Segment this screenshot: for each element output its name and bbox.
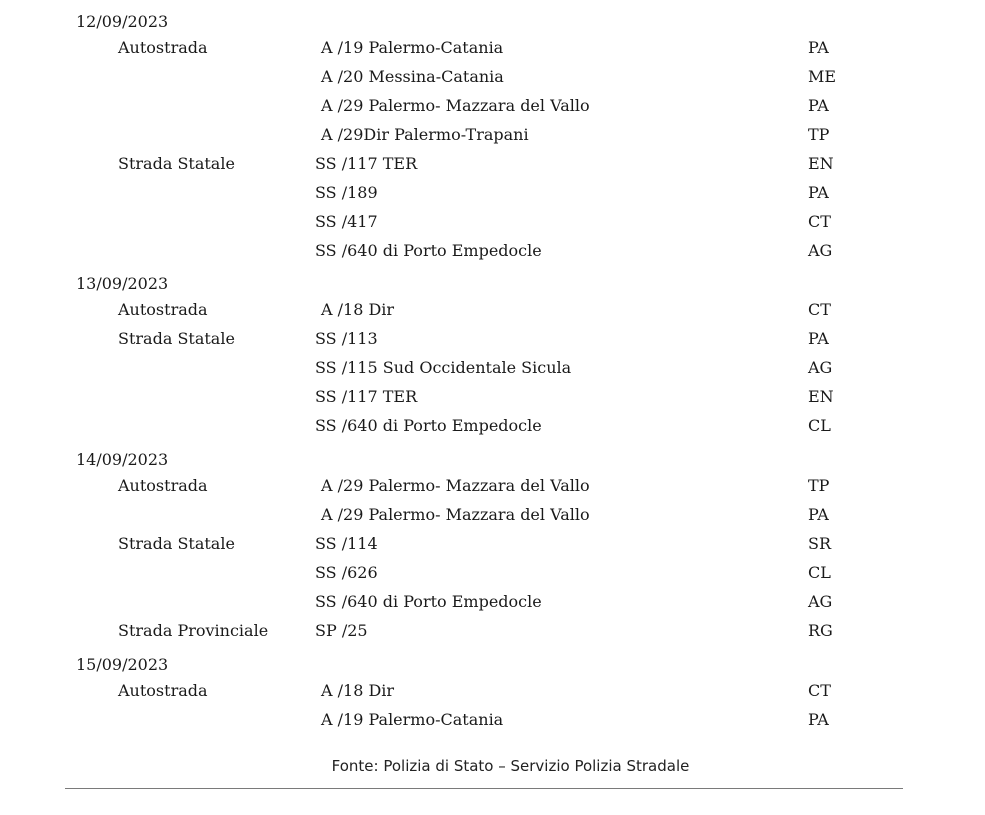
- road-name: SP /25: [315, 621, 368, 640]
- road-row: [0, 324, 985, 353]
- road-category-group: [0, 529, 985, 616]
- road-name: SS /115 Sud Occidentale Sicula: [315, 358, 572, 377]
- province-code: CL: [808, 563, 831, 582]
- road-name: SS /117 TER: [315, 387, 418, 406]
- road-category: Strada Statale: [118, 534, 235, 553]
- province-code: CT: [808, 212, 831, 231]
- road-name: A /29Dir Palermo-Trapani: [321, 125, 529, 144]
- road-category: Strada Statale: [118, 154, 235, 173]
- road-category: Strada Provinciale: [118, 621, 269, 640]
- road-name: SS /640 di Porto Empedocle: [315, 416, 542, 435]
- road-name: A /20 Messina-Catania: [321, 67, 504, 86]
- province-code: AG: [808, 241, 833, 260]
- date-text: 13/09/2023: [76, 274, 169, 293]
- road-name: A /18 Dir: [321, 300, 395, 319]
- road-name: SS /189: [315, 183, 378, 202]
- road-category: Autostrada: [118, 476, 208, 495]
- province-code: TP: [808, 476, 830, 495]
- province-code: AG: [808, 358, 833, 377]
- province-code: CL: [808, 416, 831, 435]
- province-code: ME: [808, 67, 837, 86]
- province-code: EN: [808, 387, 834, 406]
- road-category-group: [0, 616, 985, 645]
- province-code: CT: [808, 681, 831, 700]
- road-row: [0, 676, 985, 705]
- province-code: PA: [808, 96, 829, 115]
- road-row: [0, 178, 985, 207]
- road-name: A /29 Palermo- Mazzara del Vallo: [321, 96, 590, 115]
- road-category: Strada Statale: [118, 329, 235, 348]
- road-category-group: [0, 471, 985, 529]
- province-code: PA: [808, 505, 829, 524]
- province-code: PA: [808, 183, 829, 202]
- road-row: [0, 236, 985, 265]
- date-heading: [0, 654, 985, 675]
- road-row: [0, 353, 985, 382]
- province-code: EN: [808, 154, 834, 173]
- day-block: [0, 273, 985, 439]
- date-text: 14/09/2023: [76, 450, 169, 469]
- road-row: [0, 411, 985, 440]
- road-row: [0, 616, 985, 645]
- road-name: SS /640 di Porto Empedocle: [315, 241, 542, 260]
- road-row: [0, 500, 985, 529]
- date-heading: [0, 273, 985, 294]
- road-row: [0, 33, 985, 62]
- road-row: [0, 207, 985, 236]
- province-code: SR: [808, 534, 832, 553]
- road-category-group: [0, 676, 985, 734]
- day-block: [0, 654, 985, 733]
- road-name: SS /640 di Porto Empedocle: [315, 592, 542, 611]
- road-name: A /29 Palermo- Mazzara del Vallo: [321, 505, 590, 524]
- road-name: SS /114: [315, 534, 378, 553]
- road-name: A /18 Dir: [321, 681, 395, 700]
- road-row: [0, 295, 985, 324]
- date-heading: [0, 11, 985, 32]
- road-category-group: [0, 295, 985, 324]
- road-row: [0, 91, 985, 120]
- road-name: A /19 Palermo-Catania: [321, 710, 504, 729]
- province-code: TP: [808, 125, 830, 144]
- road-name: SS /117 TER: [315, 154, 418, 173]
- road-row: [0, 62, 985, 91]
- road-name: SS /417: [315, 212, 378, 231]
- road-name: SS /626: [315, 563, 378, 582]
- day-block: [0, 449, 985, 644]
- date-heading: [0, 449, 985, 470]
- road-row: [0, 149, 985, 178]
- province-code: CT: [808, 300, 831, 319]
- day-block: [0, 11, 985, 264]
- province-code: PA: [808, 38, 829, 57]
- road-category: Autostrada: [118, 300, 208, 319]
- road-category: Autostrada: [118, 38, 208, 57]
- road-category-group: [0, 324, 985, 440]
- source-footer: [0, 757, 985, 781]
- date-text: 12/09/2023: [76, 12, 169, 31]
- road-name: A /19 Palermo-Catania: [321, 38, 504, 57]
- footer-divider: [65, 788, 903, 789]
- road-name: A /29 Palermo- Mazzara del Vallo: [321, 476, 590, 495]
- road-row: [0, 120, 985, 149]
- road-row: [0, 382, 985, 411]
- province-code: AG: [808, 592, 833, 611]
- source-text: Fonte: Polizia di Stato – Servizio Polizia Stradale: [331, 757, 690, 775]
- road-category: Autostrada: [118, 681, 208, 700]
- road-category-group: [0, 33, 985, 149]
- road-row: [0, 529, 985, 558]
- road-row: [0, 587, 985, 616]
- road-name: SS /113: [315, 329, 378, 348]
- province-code: RG: [808, 621, 833, 640]
- road-row: [0, 471, 985, 500]
- province-code: PA: [808, 710, 829, 729]
- road-row: [0, 558, 985, 587]
- date-text: 15/09/2023: [76, 655, 169, 674]
- road-row: [0, 705, 985, 734]
- province-code: PA: [808, 329, 829, 348]
- road-category-group: [0, 149, 985, 265]
